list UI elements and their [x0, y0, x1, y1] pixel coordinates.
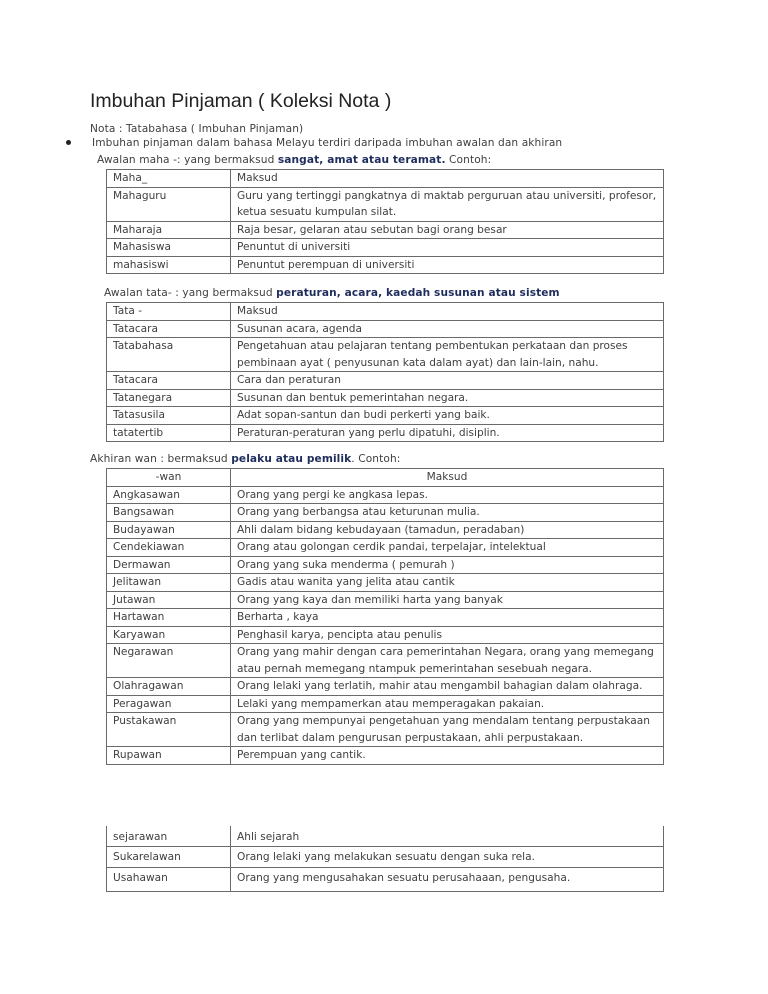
meaning-cell: Orang atau golongan cerdik pandai, terpelajar, intelektual: [231, 539, 664, 557]
wan-intro-emphasis: pelaku atau pemilik: [231, 453, 352, 465]
word-cell: tatatertib: [107, 424, 231, 442]
word-cell: Usahawan: [107, 868, 231, 892]
meaning-cell: Cara dan peraturan: [231, 372, 664, 390]
word-cell: Mahaguru: [107, 187, 231, 221]
table-row: [107, 504, 664, 522]
table-row: [107, 626, 664, 644]
maha-intro-suffix: Contoh:: [445, 154, 492, 166]
word-cell: Angkasawan: [107, 486, 231, 504]
word-cell: Budayawan: [107, 521, 231, 539]
table-row: [107, 521, 664, 539]
table-row: [107, 556, 664, 574]
word-cell: Hartawan: [107, 609, 231, 627]
table-row: [107, 389, 664, 407]
table-row: [107, 747, 664, 765]
word-cell: Maharaja: [107, 221, 231, 239]
meaning-cell: Orang yang kaya dan memiliki harta yang banyak: [231, 591, 664, 609]
meaning-cell: Penuntut di universiti: [231, 239, 664, 257]
table-row: [107, 678, 664, 696]
table-row: [107, 320, 664, 338]
word-cell: Tatacara: [107, 320, 231, 338]
word-cell: Mahasiswa: [107, 239, 231, 257]
table-row: [107, 372, 664, 390]
word-cell: Pustakawan: [107, 713, 231, 747]
table-row: [107, 846, 664, 868]
meaning-cell: Orang yang mempunyai pengetahuan yang mendalam tentang perpustakaan dan terlibat dalam pengurusan perpustakaan, ahli perpustakaan.: [231, 713, 664, 747]
wan-intro-prefix: Akhiran wan : bermaksud: [90, 453, 232, 465]
meaning-cell: Ahli dalam bidang kebudayaan (tamadun, peradaban): [231, 521, 664, 539]
word-cell: Jutawan: [107, 591, 231, 609]
word-cell: Tatacara: [107, 372, 231, 390]
table-row: [107, 826, 664, 846]
table-row: [107, 407, 664, 425]
table-row: [107, 591, 664, 609]
word-cell: Olahragawan: [107, 678, 231, 696]
header-cell-word: Maha_: [107, 170, 231, 188]
meaning-cell: Adat sopan-santun dan budi perkerti yang baik.: [231, 407, 664, 425]
table-row: [107, 338, 664, 372]
maha-intro-emphasis: sangat, amat atau teramat.: [277, 154, 446, 166]
table-header-row: [107, 303, 664, 321]
wan-intro: [90, 453, 400, 465]
header-cell-meaning: Maksud: [231, 303, 664, 321]
wan-table: [106, 468, 664, 765]
table-row: [107, 256, 664, 274]
maha-intro-prefix: Awalan maha -: yang bermaksud: [97, 154, 278, 166]
word-cell: mahasiswi: [107, 256, 231, 274]
meaning-cell: Orang yang berbangsa atau keturunan mulia.: [231, 504, 664, 522]
document-title: Imbuhan Pinjaman ( Koleksi Nota ): [90, 90, 392, 112]
word-cell: Tatanegara: [107, 389, 231, 407]
meaning-cell: Lelaki yang mempamerkan atau memperagakan pakaian.: [231, 695, 664, 713]
meaning-cell: Orang lelaki yang terlatih, mahir atau mengambil bahagian dalam olahraga.: [231, 678, 664, 696]
table-header-row: [107, 170, 664, 188]
bullet-text: Imbuhan pinjaman dalam bahasa Melayu terdiri daripada imbuhan awalan dan akhiran: [92, 137, 563, 149]
meaning-cell: Orang lelaki yang melakukan sesuatu dengan suka rela.: [231, 846, 664, 868]
meaning-cell: Orang yang mahir dengan cara pemerintahan Negara, orang yang memegang atau pernah memegang ntampuk pemerintahan sesebuah negara.: [231, 644, 664, 678]
meaning-cell: Berharta , kaya: [231, 609, 664, 627]
table-row: [107, 221, 664, 239]
maha-intro: [97, 154, 491, 166]
meaning-cell: Orang yang suka menderma ( pemurah ): [231, 556, 664, 574]
maha-table: [106, 169, 664, 274]
meaning-cell: Orang yang mengusahakan sesuatu perusahaaan, pengusaha.: [231, 868, 664, 892]
table-row: [107, 695, 664, 713]
table-row: [107, 239, 664, 257]
meaning-cell: Susunan dan bentuk pemerintahan negara.: [231, 389, 664, 407]
table-row: [107, 868, 664, 892]
table-header-row: [107, 469, 664, 487]
table-row: [107, 644, 664, 678]
bullet-icon: [66, 140, 71, 145]
header-cell-meaning: Maksud: [231, 170, 664, 188]
note-line: Nota : Tatabahasa ( Imbuhan Pinjaman): [90, 123, 304, 135]
meaning-cell: Penuntut perempuan di universiti: [231, 256, 664, 274]
header-cell-word: Tata -: [107, 303, 231, 321]
table-row: [107, 486, 664, 504]
meaning-cell: Penghasil karya, pencipta atau penulis: [231, 626, 664, 644]
meaning-cell: Pengetahuan atau pelajaran tentang pembentukan perkataan dan proses pembinaan ayat ( penyusunan kata dalam ayat) dan lain-lain, nahu.: [231, 338, 664, 372]
meaning-cell: Gadis atau wanita yang jelita atau cantik: [231, 574, 664, 592]
word-cell: Sukarelawan: [107, 846, 231, 868]
word-cell: Peragawan: [107, 695, 231, 713]
meaning-cell: Raja besar, gelaran atau sebutan bagi orang besar: [231, 221, 664, 239]
meaning-cell: Guru yang tertinggi pangkatnya di maktab perguruan atau universiti, profesor, ketua sesuatu kumpulan silat.: [231, 187, 664, 221]
word-cell: Bangsawan: [107, 504, 231, 522]
table-row: [107, 609, 664, 627]
word-cell: Dermawan: [107, 556, 231, 574]
meaning-cell: Susunan acara, agenda: [231, 320, 664, 338]
table-row: [107, 187, 664, 221]
word-cell: Jelitawan: [107, 574, 231, 592]
table-row: [107, 424, 664, 442]
meaning-cell: Peraturan-peraturan yang perlu dipatuhi, disiplin.: [231, 424, 664, 442]
wan-table-continued: [106, 826, 664, 892]
tata-table: [106, 302, 664, 442]
word-cell: Cendekiawan: [107, 539, 231, 557]
word-cell: Tatasusila: [107, 407, 231, 425]
wan-intro-suffix: . Contoh:: [351, 453, 401, 465]
word-cell: Karyawan: [107, 626, 231, 644]
meaning-cell: Ahli sejarah: [231, 826, 664, 846]
meaning-cell: Perempuan yang cantik.: [231, 747, 664, 765]
table-row: [107, 539, 664, 557]
tata-intro-emphasis: peraturan, acara, kaedah susunan atau sistem: [276, 287, 560, 299]
tata-intro-prefix: Awalan tata- : yang bermaksud: [104, 287, 277, 299]
word-cell: sejarawan: [107, 826, 231, 846]
table-row: [107, 574, 664, 592]
header-cell-meaning: Maksud: [231, 469, 664, 487]
tata-intro: [104, 287, 560, 299]
header-cell-word: -wan: [107, 469, 231, 487]
table-row: [107, 713, 664, 747]
word-cell: Negarawan: [107, 644, 231, 678]
word-cell: Rupawan: [107, 747, 231, 765]
word-cell: Tatabahasa: [107, 338, 231, 372]
meaning-cell: Orang yang pergi ke angkasa lepas.: [231, 486, 664, 504]
